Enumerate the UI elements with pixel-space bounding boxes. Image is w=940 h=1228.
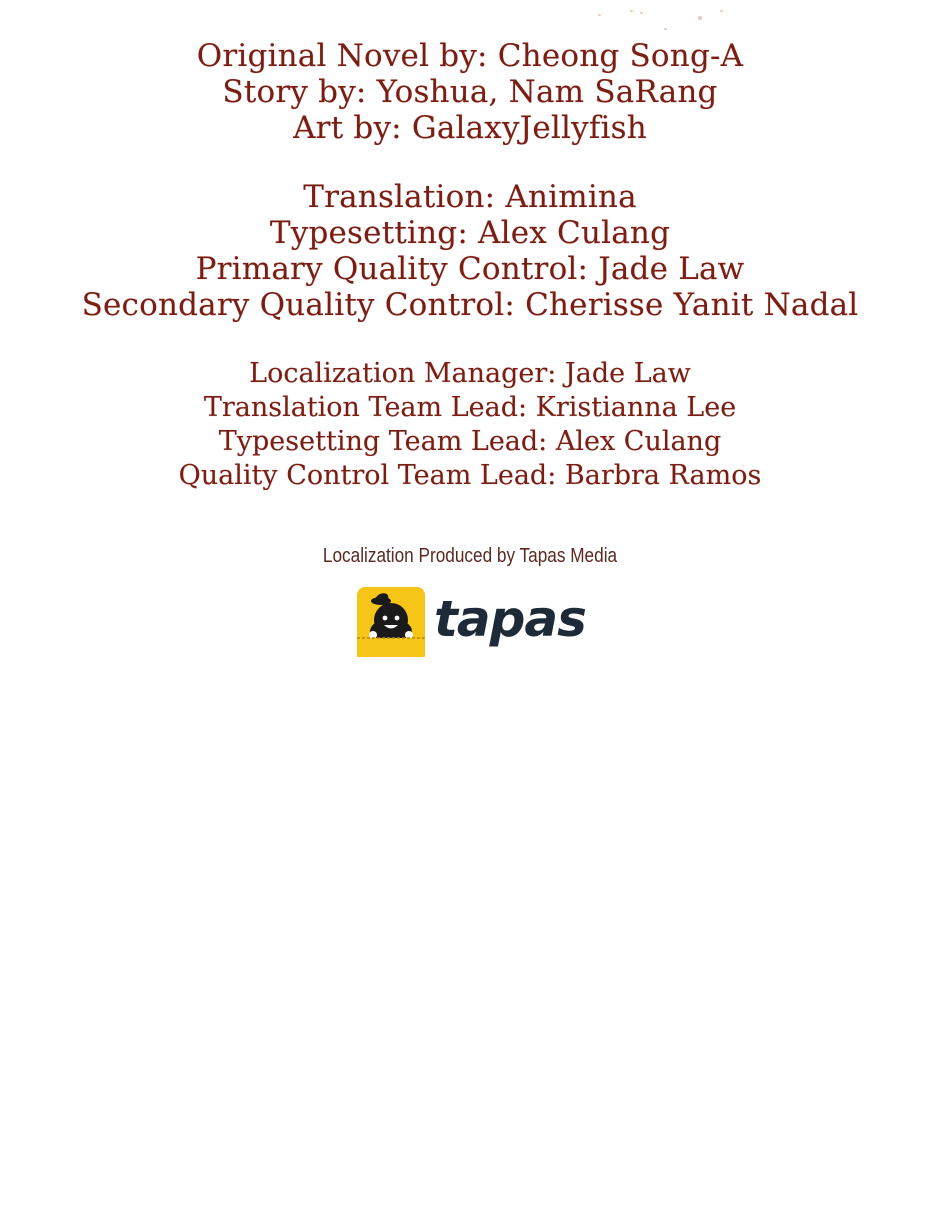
tapas-wordmark: tapas <box>434 590 586 648</box>
credit-line: Typesetting Team Lead: Alex Culang <box>218 426 722 457</box>
credit-line: Translation: Animina <box>303 179 637 215</box>
credit-line: Typesetting: Alex Culang <box>269 215 671 251</box>
credit-line: Story by: Yoshua, Nam SaRang <box>222 74 718 110</box>
credits-section <box>0 38 940 493</box>
credit-line: Quality Control Team Lead: Barbra Ramos <box>178 460 762 491</box>
tapas-logo <box>356 586 586 660</box>
translation-credits <box>0 179 940 323</box>
credit-line: Translation Team Lead: Kristianna Lee <box>203 392 737 423</box>
credit-line: Original Novel by: Cheong Song-A <box>196 38 744 74</box>
decorative-specks <box>560 0 740 40</box>
produced-by-text: Localization Produced by Tapas Media <box>322 545 618 567</box>
tapas-mascot-icon <box>356 586 426 658</box>
credit-line: Secondary Quality Control: Cherisse Yanit Nadal <box>81 287 859 323</box>
team-lead-credits <box>0 357 940 493</box>
credit-line: Localization Manager: Jade Law <box>249 358 691 389</box>
credit-line: Art by: GalaxyJellyfish <box>293 110 647 146</box>
creator-credits <box>0 38 940 146</box>
credit-line: Primary Quality Control: Jade Law <box>195 251 745 287</box>
